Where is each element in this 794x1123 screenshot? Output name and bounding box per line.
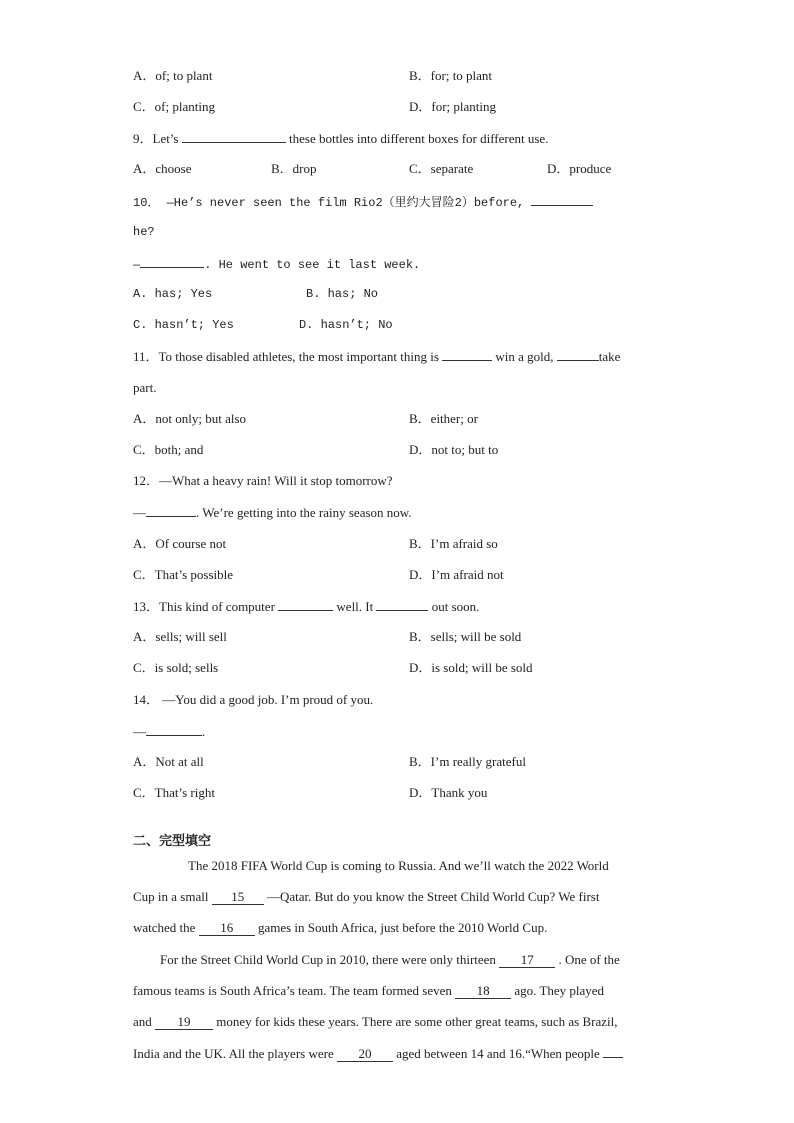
q14-option-a: A．Not at all [133, 754, 204, 769]
q10-reply-blank [140, 253, 204, 268]
passage-text: ago. They played [514, 983, 605, 998]
q13-option-a: A．sells; will sell [133, 629, 227, 644]
q14-stem: 14． —You did a good job. I’m proud of you. [133, 692, 374, 707]
q9-option-a: A．choose [133, 161, 192, 176]
q8-option-c: C．of; planting [133, 99, 215, 114]
q10-reply-dash: — [133, 258, 141, 272]
q9-stem-start: 9．Let’s [133, 131, 182, 146]
q12-option-c: C．That’s possible [133, 567, 234, 582]
q11-blank-1 [442, 346, 492, 361]
q9-stem [133, 128, 548, 148]
q10-stem-line1: 10． —He’s never seen the film Rio2（里约大冒险2）before, [133, 196, 532, 210]
q10-blank [531, 191, 593, 206]
q11-option-a: A．not only; but also [133, 411, 247, 426]
passage-text: watched the [133, 920, 199, 935]
passage-p1-line1: The 2018 FIFA World Cup is coming to Russia. And we’ll watch the 2022 World [188, 858, 609, 873]
q12-option-d: D．I’m afraid not [409, 567, 504, 582]
q11-stem-end: take [598, 349, 621, 364]
q14-reply-end: . [202, 724, 206, 739]
passage-p2-line3 [133, 1012, 617, 1032]
passage-text: —Qatar. But do you know the Street Child World Cup? We first [266, 889, 600, 904]
q9-option-d: D．produce [547, 161, 612, 176]
q13-stem-mid: well. It [333, 599, 377, 614]
passage-p1-line3 [133, 918, 547, 938]
q13-blank-1 [278, 596, 333, 611]
passage-text: famous teams is South Africa’s team. The team formed seven [133, 983, 456, 998]
passage-text: Cup in a small [133, 889, 212, 904]
q8-option-a: A．of; to plant [133, 68, 213, 83]
passage-text: and [133, 1014, 156, 1029]
q13-option-c: C．is sold; sells [133, 660, 219, 675]
passage-p1-line2 [133, 887, 599, 907]
q10-reply-end: . He went to see it last week. [204, 258, 421, 272]
q12-reply-blank [146, 502, 196, 517]
q11-blank-2 [557, 346, 599, 361]
q12-reply-end: . We’re getting into the rainy season now. [196, 505, 412, 520]
q11-stem-line2: part. [133, 380, 157, 395]
q12-reply-dash: — [133, 505, 146, 520]
q9-option-b: B．drop [271, 161, 317, 176]
cloze-blank-18: 18 [455, 983, 511, 999]
q13-option-b: B．sells; will be sold [409, 629, 522, 644]
q14-option-d: D．Thank you [409, 785, 488, 800]
passage-p2-line1 [160, 950, 620, 970]
q10-option-a: A. has; Yes [133, 287, 213, 301]
q12-option-b: B．I’m afraid so [409, 536, 498, 551]
q14-reply-blank [146, 721, 202, 736]
q13-option-d: D．is sold; will be sold [409, 660, 533, 675]
q11-stem-start: 11．To those disabled athletes, the most important thing is [133, 349, 443, 364]
section-title-cloze: 二、完型填空 [133, 834, 212, 849]
q13-stem-end: out soon. [428, 599, 480, 614]
cloze-blank-20: 20 [337, 1046, 393, 1062]
q13-stem-start: 13．This kind of computer [133, 599, 279, 614]
q14-reply-dash: — [133, 724, 146, 739]
q13-stem [133, 596, 479, 616]
q10-option-d: D. hasn’t; No [299, 318, 393, 332]
q10-reply [133, 253, 420, 273]
q14-option-b: B．I’m really grateful [409, 754, 526, 769]
passage-p2-line2 [133, 981, 604, 1001]
cloze-blank-15: 15 [212, 889, 264, 905]
q9-stem-end: these bottles into different boxes for different use. [285, 131, 549, 146]
q10-stem [133, 191, 593, 211]
passage-text: India and the UK. All the players were [133, 1046, 337, 1061]
q12-reply [133, 502, 412, 522]
q9-option-c: C．separate [409, 161, 474, 176]
q8-option-d: D．for; planting [409, 99, 497, 114]
q13-blank-2 [376, 596, 428, 611]
q10-option-c: C. hasn’t; Yes [133, 318, 234, 332]
q12-option-a: A．Of course not [133, 536, 227, 551]
cloze-blank-16: 16 [199, 920, 255, 936]
q11-stem-mid: win a gold, [492, 349, 557, 364]
q11-stem [133, 346, 620, 366]
passage-p2-line4 [133, 1043, 623, 1063]
cloze-blank-21 [603, 1043, 623, 1058]
q11-option-d: D．not to; but to [409, 442, 499, 457]
passage-text: games in South Africa, just before the 2010 World Cup. [257, 920, 548, 935]
q11-option-c: C．both; and [133, 442, 204, 457]
passage-text: money for kids these years. There are some other great teams, such as Brazil, [216, 1014, 618, 1029]
q10-option-b: B. has; No [306, 287, 379, 301]
q14-reply [133, 721, 205, 741]
passage-text: . One of the [558, 952, 620, 967]
cloze-blank-17: 17 [499, 952, 555, 968]
q11-option-b: B．either; or [409, 411, 478, 426]
q8-option-b: B．for; to plant [409, 68, 493, 83]
cloze-blank-19: 19 [155, 1014, 213, 1030]
q9-blank [182, 128, 286, 143]
q10-stem-line2: he? [133, 225, 155, 239]
q12-stem: 12．—What a heavy rain! Will it stop tomorrow? [133, 473, 393, 488]
q14-option-c: C．That’s right [133, 785, 215, 800]
passage-text: For the Street Child World Cup in 2010, there were only thirteen [160, 952, 500, 967]
passage-text: aged between 14 and 16.“When people [396, 1046, 604, 1061]
